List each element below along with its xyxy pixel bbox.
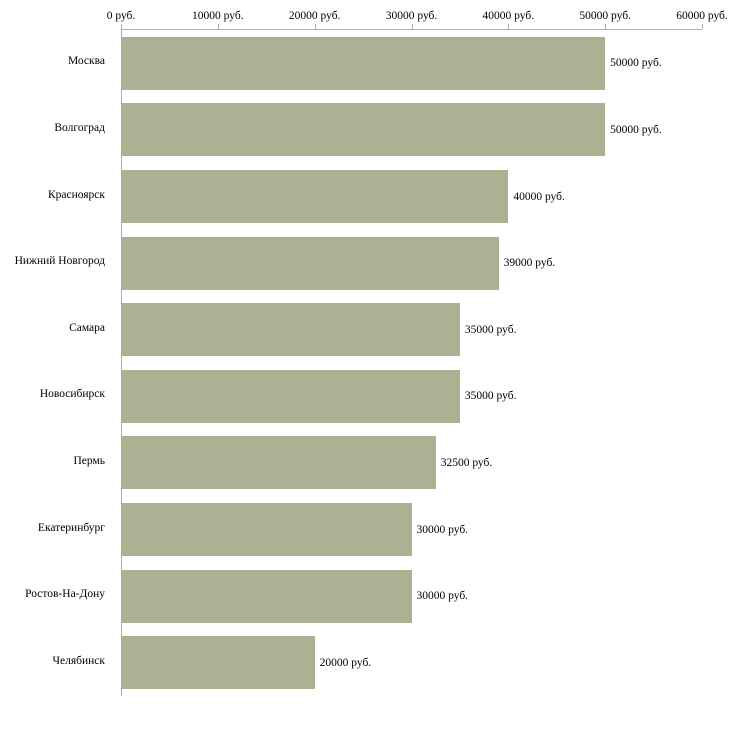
bar-value-label: 30000 руб. [416,590,469,603]
bar-value-label: 39000 руб. [503,257,556,270]
bar[interactable] [121,370,460,423]
category-label: Ростов-На-Дону [25,588,105,601]
category-label: Красноярск [47,188,105,201]
bar[interactable] [121,237,499,290]
x-tick-mark [508,24,509,29]
bar-row [121,237,702,290]
x-tick-mark [412,24,413,29]
bar[interactable] [121,170,508,223]
bar-row [121,503,702,556]
x-tick-label: 20000 руб. [288,10,341,22]
category-label: Пермь [73,454,105,467]
bar-value-label: 30000 руб. [416,523,469,536]
x-tick-label: 50000 руб. [579,10,631,22]
bar[interactable] [121,503,412,556]
bar-value-label: 35000 руб. [464,323,517,336]
bar[interactable] [121,636,315,689]
bar-row [121,436,702,489]
bar-value-label: 50000 руб. [610,123,662,136]
x-tick-mark [121,24,122,29]
bar[interactable] [121,37,605,90]
x-tick-label: 0 руб. [106,10,136,22]
category-label: Волгоград [54,121,105,134]
bar-value-label: 32500 руб. [440,456,493,469]
x-tick-mark [218,24,219,29]
x-tick-mark [605,24,606,29]
bar-value-label: 35000 руб. [464,390,517,403]
category-label: Челябинск [52,654,105,667]
bar-row [121,370,702,423]
bar[interactable] [121,570,412,623]
bar-row [121,303,702,356]
bar-row [121,570,702,623]
category-label: Новосибирск [39,388,105,401]
bar[interactable] [121,436,436,489]
category-label: Самара [69,321,105,334]
bar-row [121,170,702,223]
category-label: Нижний Новгород [14,255,105,268]
bar-value-label: 40000 руб. [513,190,565,203]
category-label: Москва [67,55,105,68]
x-tick-label: 60000 руб. [676,10,728,22]
x-tick-label: 10000 руб. [192,10,244,22]
plot-area [121,30,702,696]
bar-row [121,37,702,90]
x-tick-label: 30000 руб. [385,10,438,22]
x-tick-label: 40000 руб. [482,10,535,22]
bar-value-label: 50000 руб. [610,57,662,70]
x-tick-mark [702,24,703,29]
bar[interactable] [121,103,605,156]
bar-value-label: 20000 руб. [319,656,372,669]
bar-row [121,636,702,689]
x-tick-mark [315,24,316,29]
category-label: Екатеринбург [37,521,105,534]
bar-row [121,103,702,156]
bar[interactable] [121,303,460,356]
